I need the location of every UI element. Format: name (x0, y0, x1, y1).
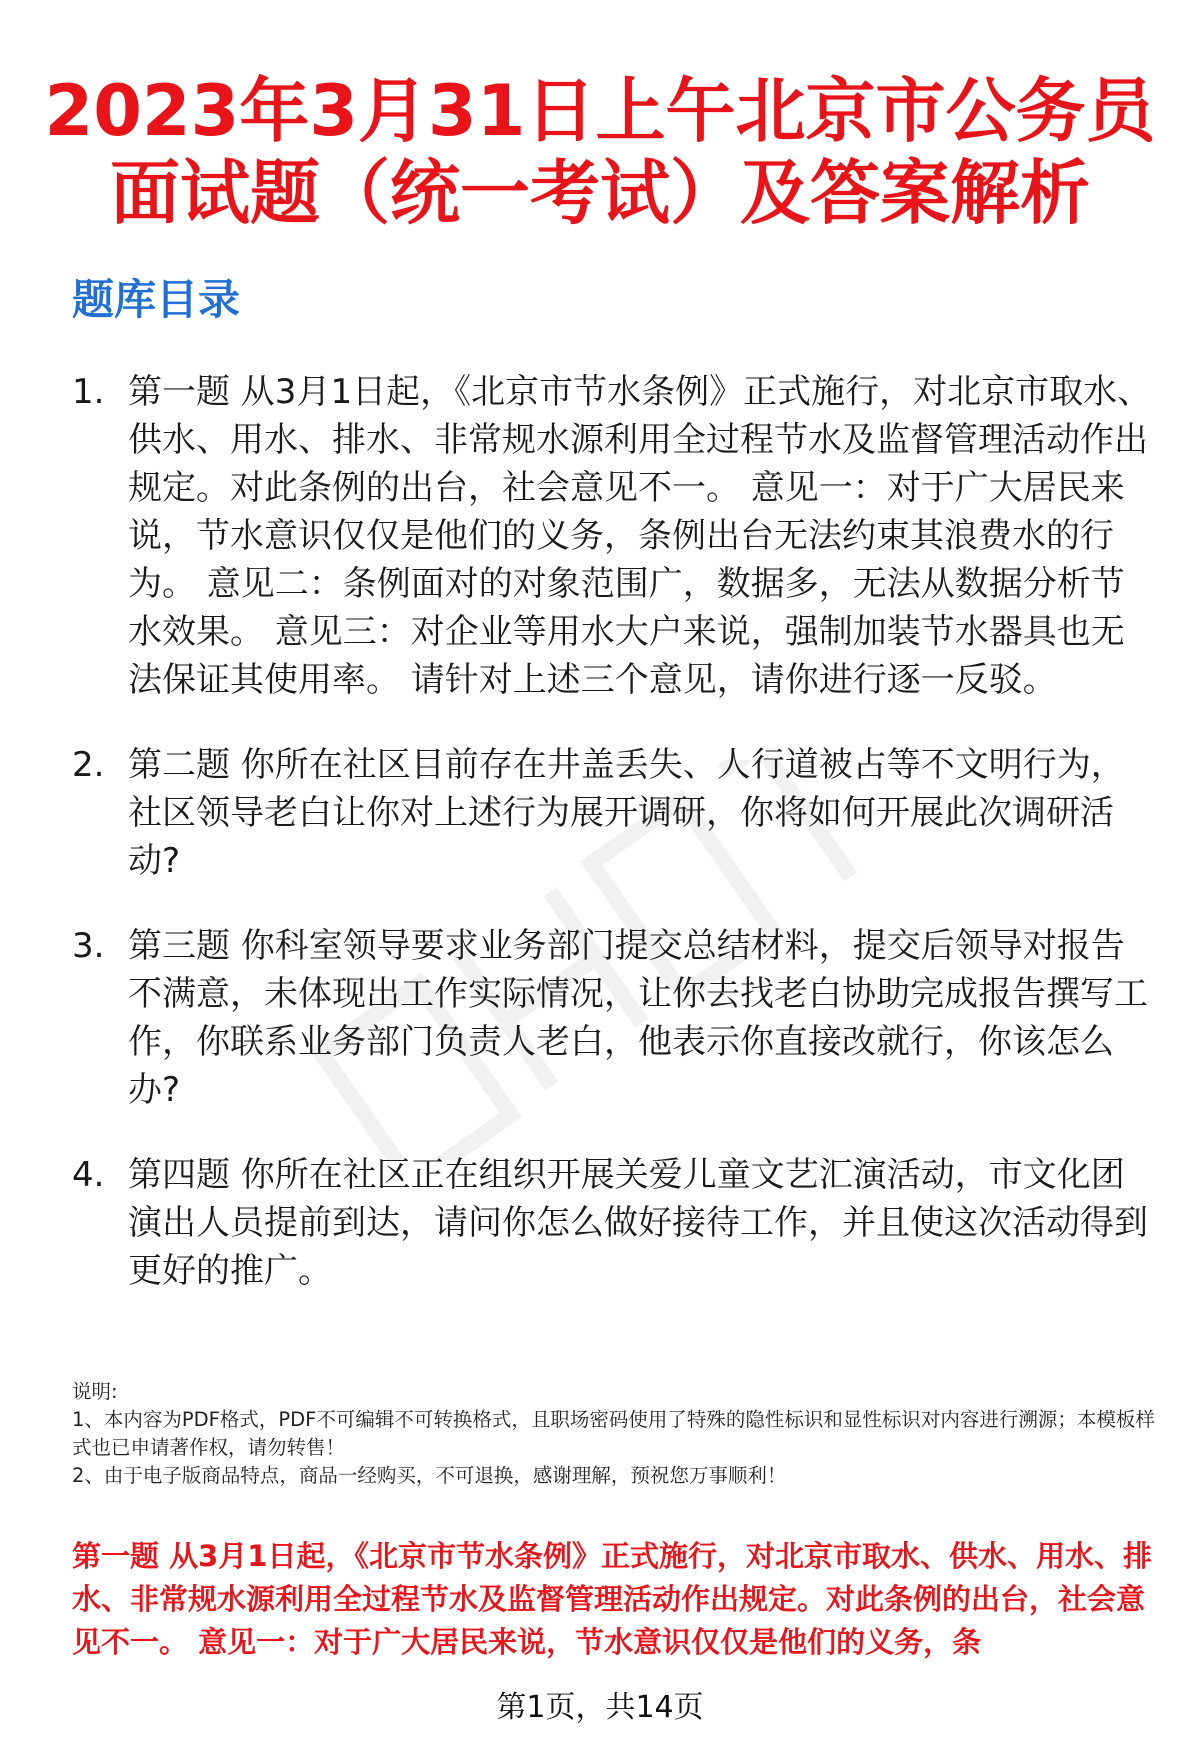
notes-item-1: 1、本内容为PDF格式，PDF不可编辑不可转换格式，且职场密码使用了特殊的隐性标识和显性标识对内容进行溯源；本模板样式也已申请著作权，请勿转售！ (72, 1408, 1155, 1459)
question-text: 第一题 从3月1日起，《北京市节水条例》正式施行，对北京市取水、供水、用水、排水、非常规水源利用全过程节水及监督管理活动作出规定。对此条例的出台，社会意见不一。 意见一：对于广大居民来说，节水意识仅仅是他们的义务，条例出台无法约束其浪费水的行为。 意见二：条例面对的对象范围广，数据多，无法从数据分析节水效果。 意见三：对企业等用水大户来说，强制加装节水器具也无法保证其使用率。 请针对上述三个意见，请你进行逐一反驳。 (128, 372, 1152, 700)
question-text: 第二题 你所在社区目前存在井盖丢失、人行道被占等不文明行为，社区领导老白让你对上述行为展开调研，你将如何开展此次调研活动? (128, 745, 1125, 881)
question-number: 1. (72, 372, 105, 412)
question-number: 3. (72, 926, 105, 966)
question-number: 4. (72, 1155, 105, 1195)
question-number: 2. (72, 745, 105, 785)
question-text: 第四题 你所在社区正在组织开展关爱儿童文艺汇演活动，市文化团演出人员提前到达，请问你怎么做好接待工作，并且使这次活动得到更好的推广。 (128, 1155, 1148, 1291)
notes-item-2: 2、由于电子版商品特点，商品一经购买，不可退换，感谢理解，预祝您万事顺利！ (72, 1464, 787, 1487)
notes-section (72, 1378, 1157, 1490)
question-list (72, 368, 1154, 1332)
notes-heading: 说明: (72, 1380, 118, 1403)
toc-heading: 题库目录 (72, 275, 241, 324)
answer-excerpt: 第一题 从3月1日起，《北京市节水条例》正式施行，对北京市取水、供水、用水、排水、非常规水源利用全过程节水及监督管理活动作出规定。对此条例的出台，社会意见不一。 意见一：对于广大居民来说，节水意识仅仅是他们的义务，条 (72, 1539, 1152, 1659)
page-footer: 第1页，共14页 (496, 1690, 704, 1725)
question-item-4 (72, 1151, 1154, 1295)
question-item-2 (72, 741, 1154, 885)
page-title: 2023年3月31日上午北京市公务员面试题（统一考试）及答案解析 (44, 70, 1156, 234)
question-text: 第三题 你科室领导要求业务部门提交总结材料，提交后领导对报告不满意，未体现出工作实际情况，让你去找老白协助完成报告撰写工作，你联系业务部门负责人老白，他表示你直接改就行，你该怎么办? (128, 926, 1148, 1110)
question-item-3 (72, 922, 1154, 1114)
question-item-1 (72, 368, 1154, 704)
